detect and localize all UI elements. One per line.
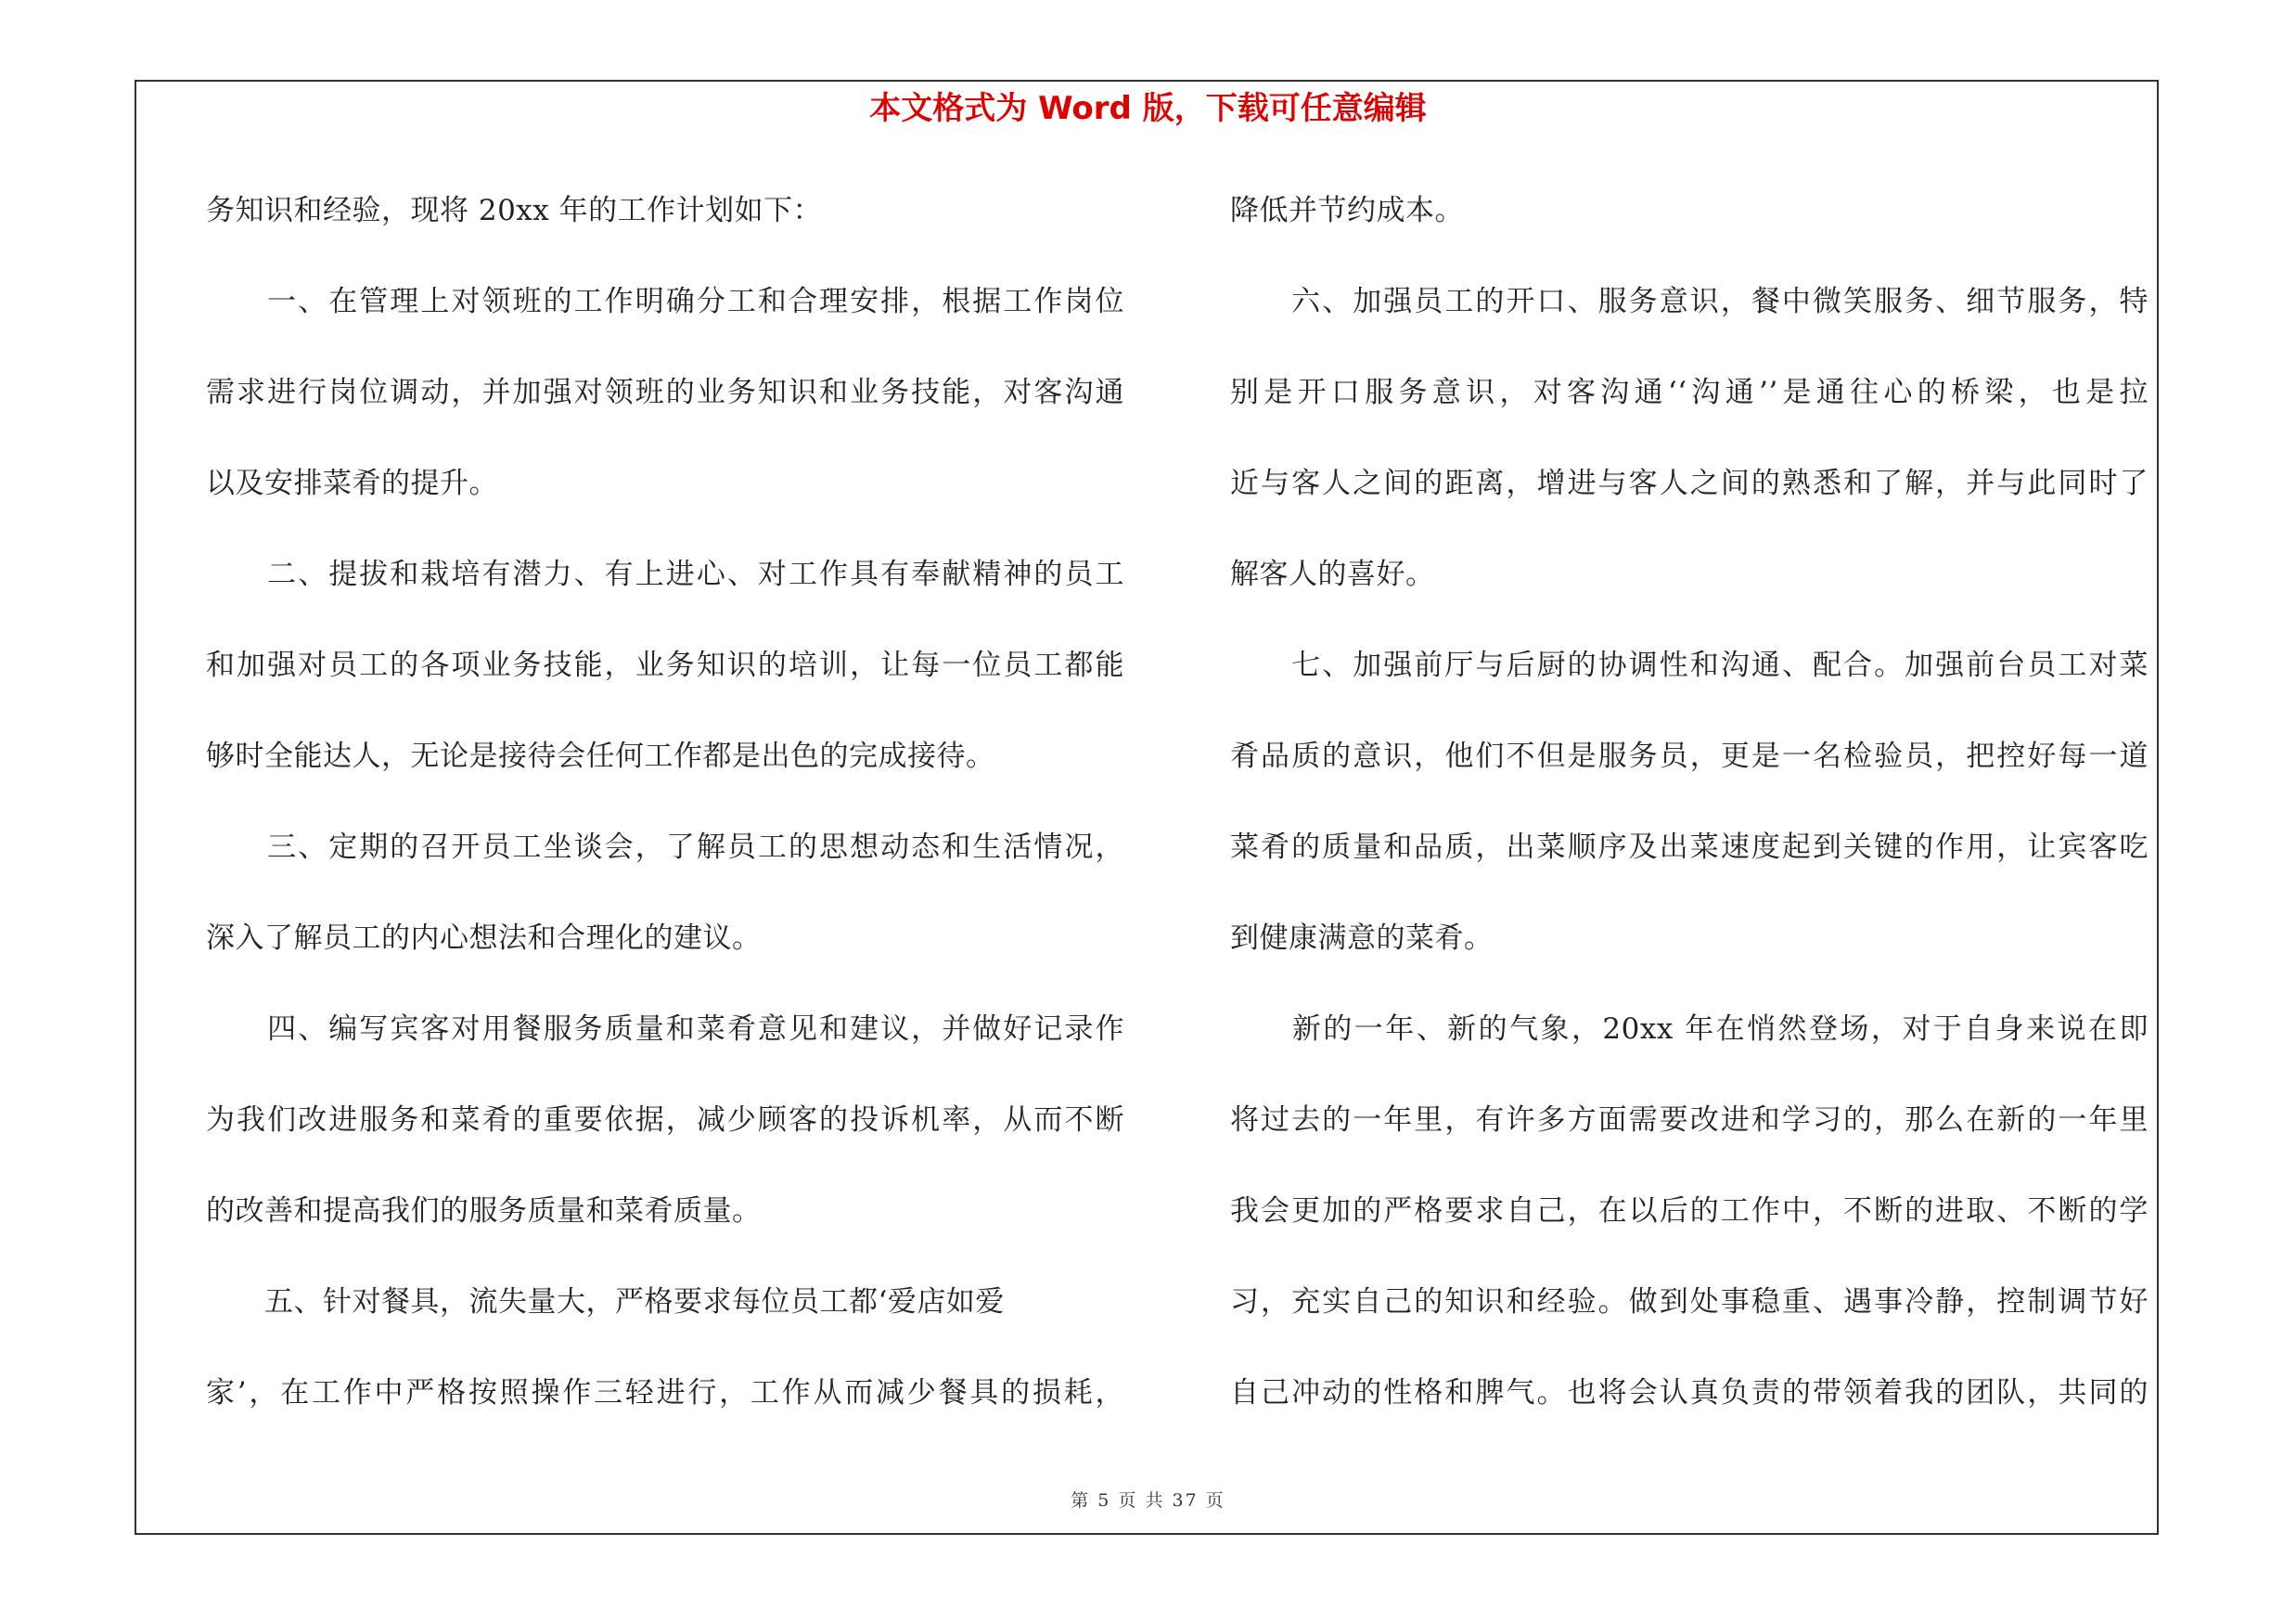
text-line: 以及安排菜肴的提升。 xyxy=(206,467,498,500)
text-line: 深入了解员工的内心想法和合理化的建议。 xyxy=(206,921,762,955)
text-line: 降低并节约成本。 xyxy=(1230,194,1464,227)
text-line: 解客人的喜好。 xyxy=(1230,558,1435,591)
text-line: 六、加强员工的开口、服务意识，餐中微笑服务、细节服务，特 xyxy=(1230,285,2148,318)
footer-page-number: 5 xyxy=(1097,1490,1111,1511)
word-format-banner: 本文格式为 Word 版，下载可任意编辑 xyxy=(869,90,1427,127)
text-line: 我会更加的严格要求自己，在以后的工作中，不断的进取、不断的学 xyxy=(1230,1194,2148,1228)
text-line: 家’，在工作中严格按照操作三轻进行，工作从而减少餐具的损耗， xyxy=(206,1376,1124,1410)
footer-middle: 页 共 xyxy=(1118,1490,1165,1511)
footer-suffix: 页 xyxy=(1205,1490,1225,1511)
text-line: 别是开口服务意识，对客沟通‘‘沟通’’是通往心的桥梁，也是拉 xyxy=(1230,376,2148,409)
page-number-footer xyxy=(0,1487,2296,1512)
text-line: 四、编写宾客对用餐服务质量和菜肴意见和建议，并做好记录作 xyxy=(206,1012,1124,1046)
text-line: 需求进行岗位调动，并加强对领班的业务知识和业务技能，对客沟通 xyxy=(206,376,1124,409)
right-text-column xyxy=(1230,165,2148,1438)
text-line: 到健康满意的菜肴。 xyxy=(1230,921,1494,955)
text-line: 七、加强前厅与后厨的协调性和沟通、配合。加强前台员工对菜 xyxy=(1230,649,2148,682)
text-line: 习，充实自己的知识和经验。做到处事稳重、遇事冷静，控制调节好 xyxy=(1230,1285,2148,1319)
footer-total-pages: 37 xyxy=(1172,1490,1199,1511)
left-text-column xyxy=(206,165,1124,1438)
text-line: 五、针对餐具，流失量大，严格要求每位员工都‘爱店如爱 xyxy=(206,1285,1005,1319)
text-line: 新的一年、新的气象，20xx 年在悄然登场，对于自身来说在即 xyxy=(1230,1012,2148,1046)
text-line: 二、提拔和栽培有潜力、有上进心、对工作具有奉献精神的员工 xyxy=(206,558,1124,591)
text-line: 一、在管理上对领班的工作明确分工和合理安排，根据工作岗位 xyxy=(206,285,1124,318)
text-line: 肴品质的意识，他们不但是服务员，更是一名检验员，把控好每一道 xyxy=(1230,740,2148,773)
text-line: 自己冲动的性格和脾气。也将会认真负责的带领着我的团队，共同的 xyxy=(1230,1376,2148,1410)
text-line: 为我们改进服务和菜肴的重要依据，减少顾客的投诉机率，从而不断 xyxy=(206,1103,1124,1137)
text-line: 务知识和经验，现将 20xx 年的工作计划如下： xyxy=(206,194,823,227)
text-line: 的改善和提高我们的服务质量和菜肴质量。 xyxy=(206,1194,762,1228)
text-line: 够时全能达人，无论是接待会任何工作都是出色的完成接待。 xyxy=(206,740,995,773)
text-line: 将过去的一年里，有许多方面需要改进和学习的，那么在新的一年里 xyxy=(1230,1103,2148,1137)
text-line: 近与客人之间的距离，增进与客人之间的熟悉和了解，并与此同时了 xyxy=(1230,467,2148,500)
text-line: 菜肴的质量和品质，出菜顺序及出菜速度起到关键的作用，让宾客吃 xyxy=(1230,831,2148,864)
footer-prefix: 第 xyxy=(1071,1490,1091,1511)
text-line: 三、定期的召开员工坐谈会，了解员工的思想动态和生活情况， xyxy=(206,831,1124,864)
text-line: 和加强对员工的各项业务技能，业务知识的培训，让每一位员工都能 xyxy=(206,649,1124,682)
